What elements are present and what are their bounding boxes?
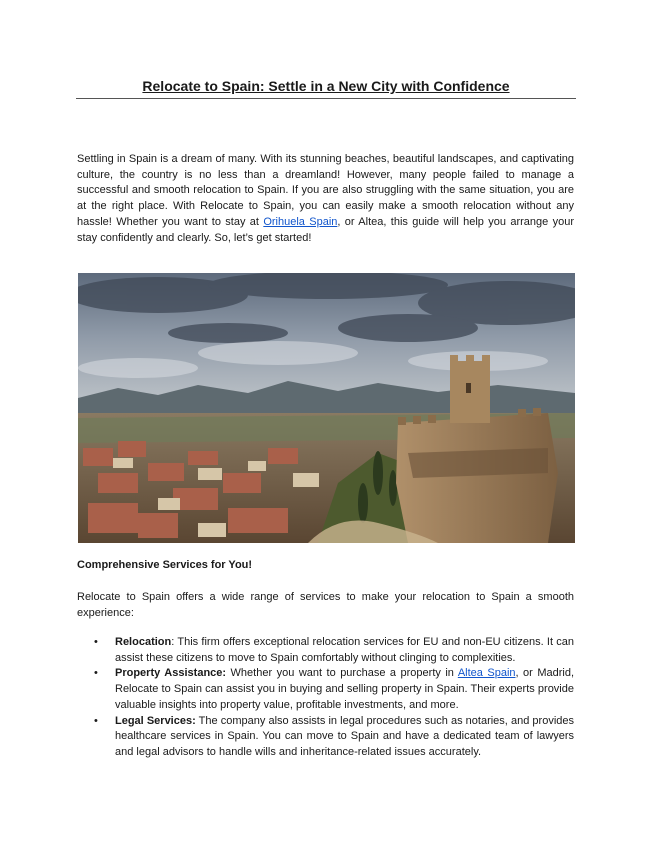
intro-text-part2: , or Altea, this guide will help you arrange your stay confidently and clearly. So, let’s get started!: [77, 215, 574, 244]
bullet-label: Relocation: [115, 636, 172, 648]
section-heading: Comprehensive Services for You!: [77, 559, 253, 571]
list-item: [77, 666, 574, 713]
section-intro-paragraph: Relocate to Spain offers a wide range of services to make your relocation to Spain a smooth experience:: [77, 591, 574, 619]
bullet-dot: •: [94, 667, 98, 680]
list-item: [77, 714, 574, 761]
bullet-text: The company also assists in legal procedures such as notaries, and provides healthcare services in Spain. You can move to Spain and have a dedicated team of lawyers and legal advisors to handle wills and inheritance-related issues accurately.: [115, 714, 574, 758]
bullet-text-after-link: , or Madrid, Relocate to Spain can assist you in buying and selling property in Spain. Their experts provide valuable insights into property value, profitable investments, and more.: [115, 667, 574, 711]
bullet-label: Legal Services:: [115, 714, 196, 727]
orihuela-spain-link[interactable]: Orihuela Spain: [263, 215, 338, 228]
bullet-text: : This firm offers exceptional relocation services for EU and non-EU citizens. It can assist these citizens to move to Spain comfortably without clinging to complexities.: [115, 636, 574, 664]
bullet-text-before-link: Whether you want to purchase a property in: [226, 667, 458, 680]
castle-town-photo: [78, 273, 575, 543]
services-list: [77, 635, 574, 761]
list-item: [77, 635, 574, 666]
bullet-dot: •: [94, 714, 98, 727]
page-title: Relocate to Spain: Settle in a New City with Confidence: [142, 78, 510, 94]
intro-text-part1: Settling in Spain is a dream of many. With its stunning beaches, beautiful landscapes, and captivating culture, the country is no less than a dreamland! However, many people failed to manage a successful and smooth relocation to Spain. If you are also struggling with the same situation, you are at the right place. With Relocate to Spain, you can easily make a smooth relocation without any hassle! Whether you want to stay at: [77, 153, 574, 228]
altea-spain-link[interactable]: Altea Spain: [457, 667, 516, 680]
bullet-label: Property Assistance:: [115, 667, 227, 680]
intro-paragraph: [77, 152, 574, 246]
bullet-dot: •: [94, 636, 98, 648]
title-underline-rule: [76, 98, 576, 99]
